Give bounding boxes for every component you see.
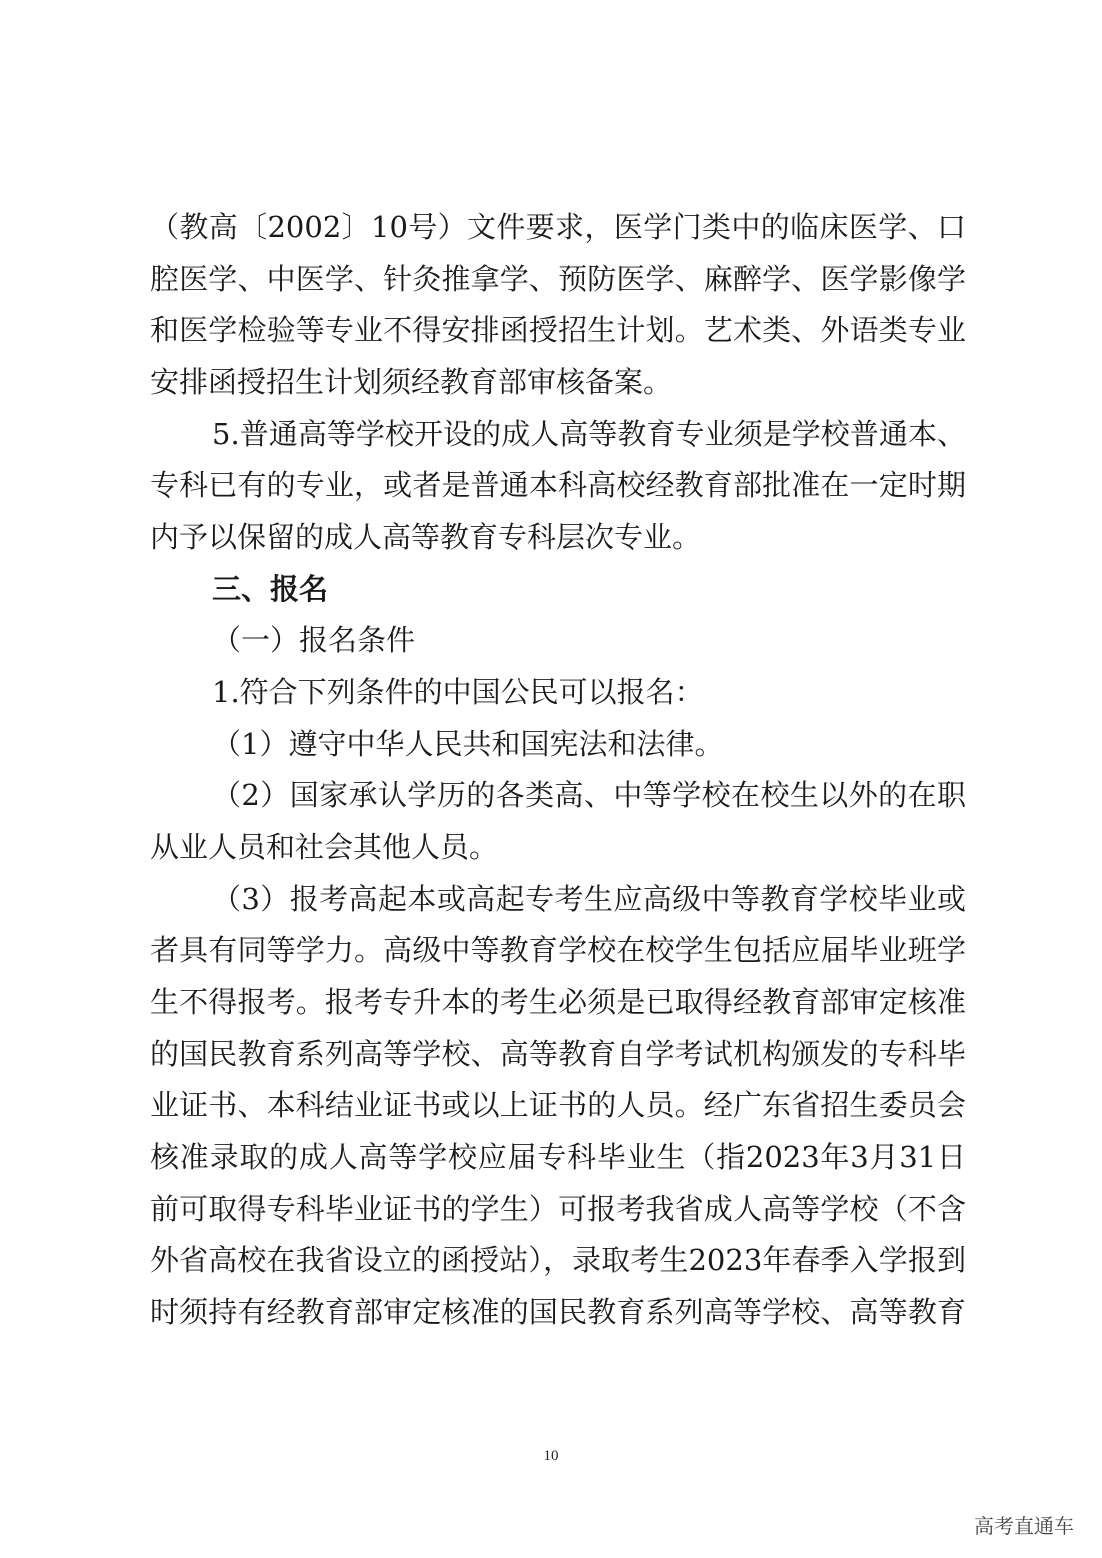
watermark-text: 高考直通车 xyxy=(974,1514,1074,1538)
body-text-line: 业证书、本科结业证书或以上证书的人员。经广东省招生委员会 xyxy=(150,1088,966,1122)
body-text-line: 生不得报考。报考专升本的考生必须是已取得经教育部审定核准 xyxy=(150,985,966,1019)
body-text-line: 1.符合下列条件的中国公民可以报名： xyxy=(212,675,704,709)
body-text-line: 和医学检验等专业不得安排函授招生计划。艺术类、外语类专业 xyxy=(150,313,966,347)
section-heading: 三、报名 xyxy=(212,572,329,606)
body-text-line: 外省高校在我省设立的函授站），录取考生2023年春季入学报到 xyxy=(150,1243,966,1277)
body-text-line: 安排函授招生计划须经教育部审核备案。 xyxy=(150,365,673,399)
body-text-line: 专科已有的专业，或者是普通本科高校经教育部批准在一定时期 xyxy=(150,468,966,502)
body-text-line: （3）报考高起本或高起专考生应高级中等教育学校毕业或 xyxy=(212,882,966,916)
body-text-line: 腔医学、中医学、针灸推拿学、预防医学、麻醉学、医学影像学 xyxy=(150,262,966,296)
body-text-line: 内予以保留的成人高等教育专科层次专业。 xyxy=(150,520,702,554)
body-text-line: 从业人员和社会其他人员。 xyxy=(150,830,499,864)
body-text-line: 前可取得专科毕业证书的学生）可报考我省成人高等学校（不含 xyxy=(150,1192,966,1226)
body-text-line: （教高〔2002〕10号）文件要求，医学门类中的临床医学、口 xyxy=(150,210,966,244)
body-text-line: 5.普通高等学校开设的成人高等教育专业须是学校普通本、 xyxy=(212,417,966,451)
page-number: 10 xyxy=(543,1448,559,1464)
body-text-line: 的国民教育系列高等学校、高等教育自学考试机构颁发的专科毕 xyxy=(150,1037,966,1071)
body-text-line: （1）遵守中华人民共和国宪法和法律。 xyxy=(212,727,724,761)
subsection-heading: （一）报名条件 xyxy=(212,623,416,657)
body-text-line: 者具有同等学力。高级中等教育学校在校学生包括应届毕业班学 xyxy=(150,933,966,967)
body-text-line: 核准录取的成人高等学校应届专科毕业生（指2023年3月31日 xyxy=(150,1140,966,1174)
body-text-line: （2）国家承认学历的各类高、中等学校在校生以外的在职 xyxy=(212,778,966,812)
body-text-line: 时须持有经教育部审定核准的国民教育系列高等学校、高等教育 xyxy=(150,1295,966,1329)
